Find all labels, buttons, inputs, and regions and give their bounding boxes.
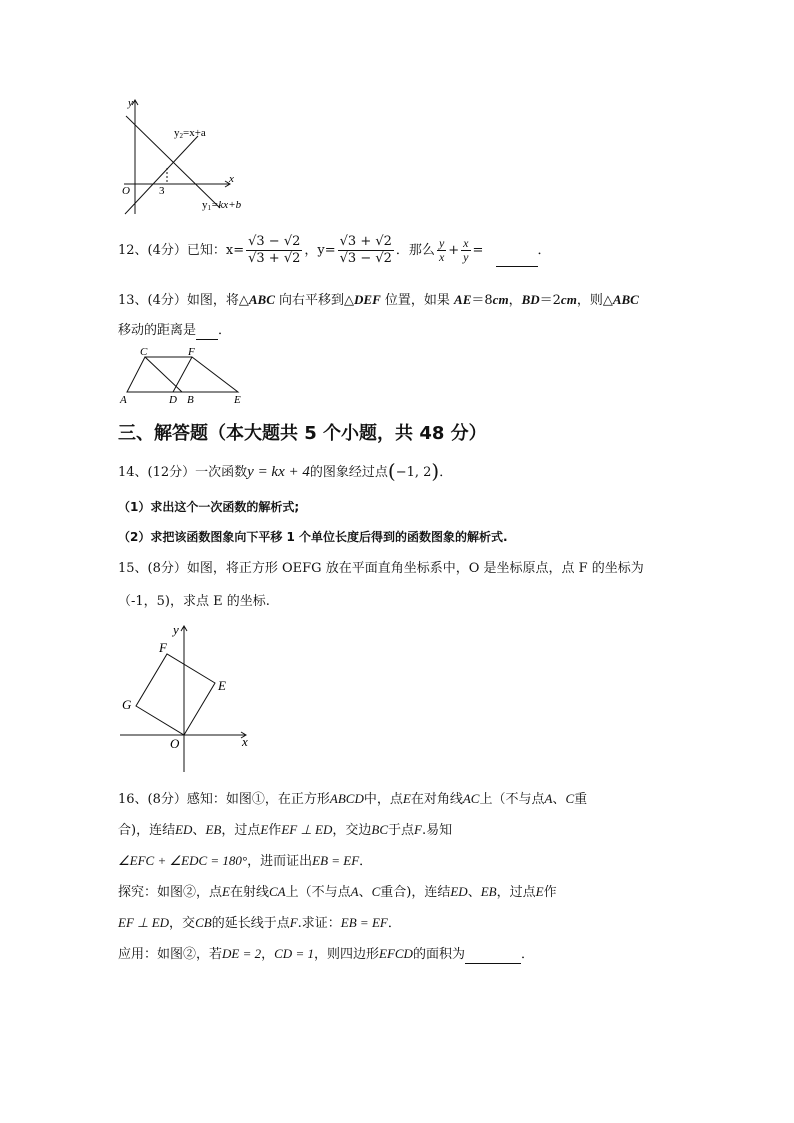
question-16-line2: 合)，连结ED、EB，过点E作EF ⊥ ED，交边BC于点F.易知 — [118, 822, 453, 838]
answer-blank-12[interactable] — [496, 252, 538, 267]
origin-label: O — [122, 185, 130, 197]
question-16-line4: 探究：如图②，点E在射线CA上（不与点A、C重合)，连结ED、EB，过点E作 — [118, 884, 557, 900]
question-16-line3: ∠EFC + ∠EDC = 180°，进而证出EB = EF． — [118, 853, 373, 869]
y-fraction: $\frac{√3 + √2}{√3 - √2}$ — [339, 234, 392, 266]
label-b: B — [187, 394, 194, 406]
triangle-def — [173, 357, 238, 392]
label-x: x — [242, 734, 248, 749]
question-14-part2: （2）求把该函数图象向下平移 1 个单位长度后得到的函数图象的解析式. — [118, 530, 508, 544]
q11-graph — [118, 96, 258, 220]
y-axis-label: y — [128, 97, 133, 109]
line2-label: y2=x+a — [174, 127, 206, 140]
y-over-x: $\frac{y}{x}$ — [438, 236, 445, 264]
answer-blank-13[interactable] — [196, 325, 218, 340]
x-fraction: $\frac{√3 - √2}{√3 + √2}$ — [248, 234, 301, 266]
question-16-line1: 16、(8分）感知：如图①，在正方形ABCD中，点E在对角线AC上（不与点A、C重 — [118, 791, 588, 807]
label-e: E — [234, 394, 241, 406]
line1-label: y1=kx+b — [202, 199, 242, 212]
question-14: 14、(12分）一次函数y = kx + 4的图象经过点(−1, 2)． — [118, 459, 453, 483]
x-tick-3: 3 — [159, 185, 165, 197]
section-3-heading: 三、解答题（本大题共 5 个小题，共 48 分） — [118, 423, 487, 444]
question-14-part1: （1）求出这个一次函数的解析式; — [118, 500, 300, 514]
triangle-abc — [127, 357, 182, 392]
x-over-y: $\frac{x}{y}$ — [463, 236, 469, 264]
label-e: E — [218, 678, 226, 693]
label-d: D — [169, 394, 177, 406]
label-a: A — [120, 394, 127, 406]
point-paren: ( — [387, 459, 396, 483]
square-oefg — [136, 654, 215, 735]
question-15-line2: （-1，5)，求点 E 的坐标. — [118, 594, 270, 609]
label-g: G — [122, 697, 132, 712]
label-f: F — [188, 346, 195, 358]
line-y2 — [125, 136, 198, 214]
question-15-line1: 15、(8分）如图，将正方形 OEFG 放在平面直角坐标系中，O 是坐标原点，点 F 的坐标为 — [118, 561, 644, 576]
answer-blank-16[interactable] — [465, 949, 521, 964]
label-c: C — [140, 346, 148, 358]
label-f: F — [159, 640, 167, 655]
x-axis-label: x — [229, 173, 234, 185]
label-o: O — [170, 736, 180, 751]
question-12: 12、(4分）已知：x= $\frac{√3 - √2}{√3 + √2}$ ，y= $\frac{√3 + √2}{√3 - √2}$ ．那么 $\frac{y}{x}$ + $\frac{x}{y}$ = ． — [118, 234, 551, 266]
question-13-line2: 移动的距离是 ． — [118, 323, 232, 338]
question-13-line1: 13、(4分）如图，将△ABC 向右平移到△DEF 位置，如果 AE＝8cm，BD＝2cm，则△ABC — [118, 292, 639, 308]
question-16-line5: EF ⊥ ED，交CB的延长线于点F.求证：EB = EF． — [118, 915, 401, 931]
label-y: y — [173, 622, 179, 637]
q13-figure — [118, 344, 248, 406]
question-16-line6: 应用：如图②，若DE = 2，CD = 1，则四边形EFCD的面积为 ． — [118, 946, 534, 962]
q15-figure — [118, 620, 258, 774]
